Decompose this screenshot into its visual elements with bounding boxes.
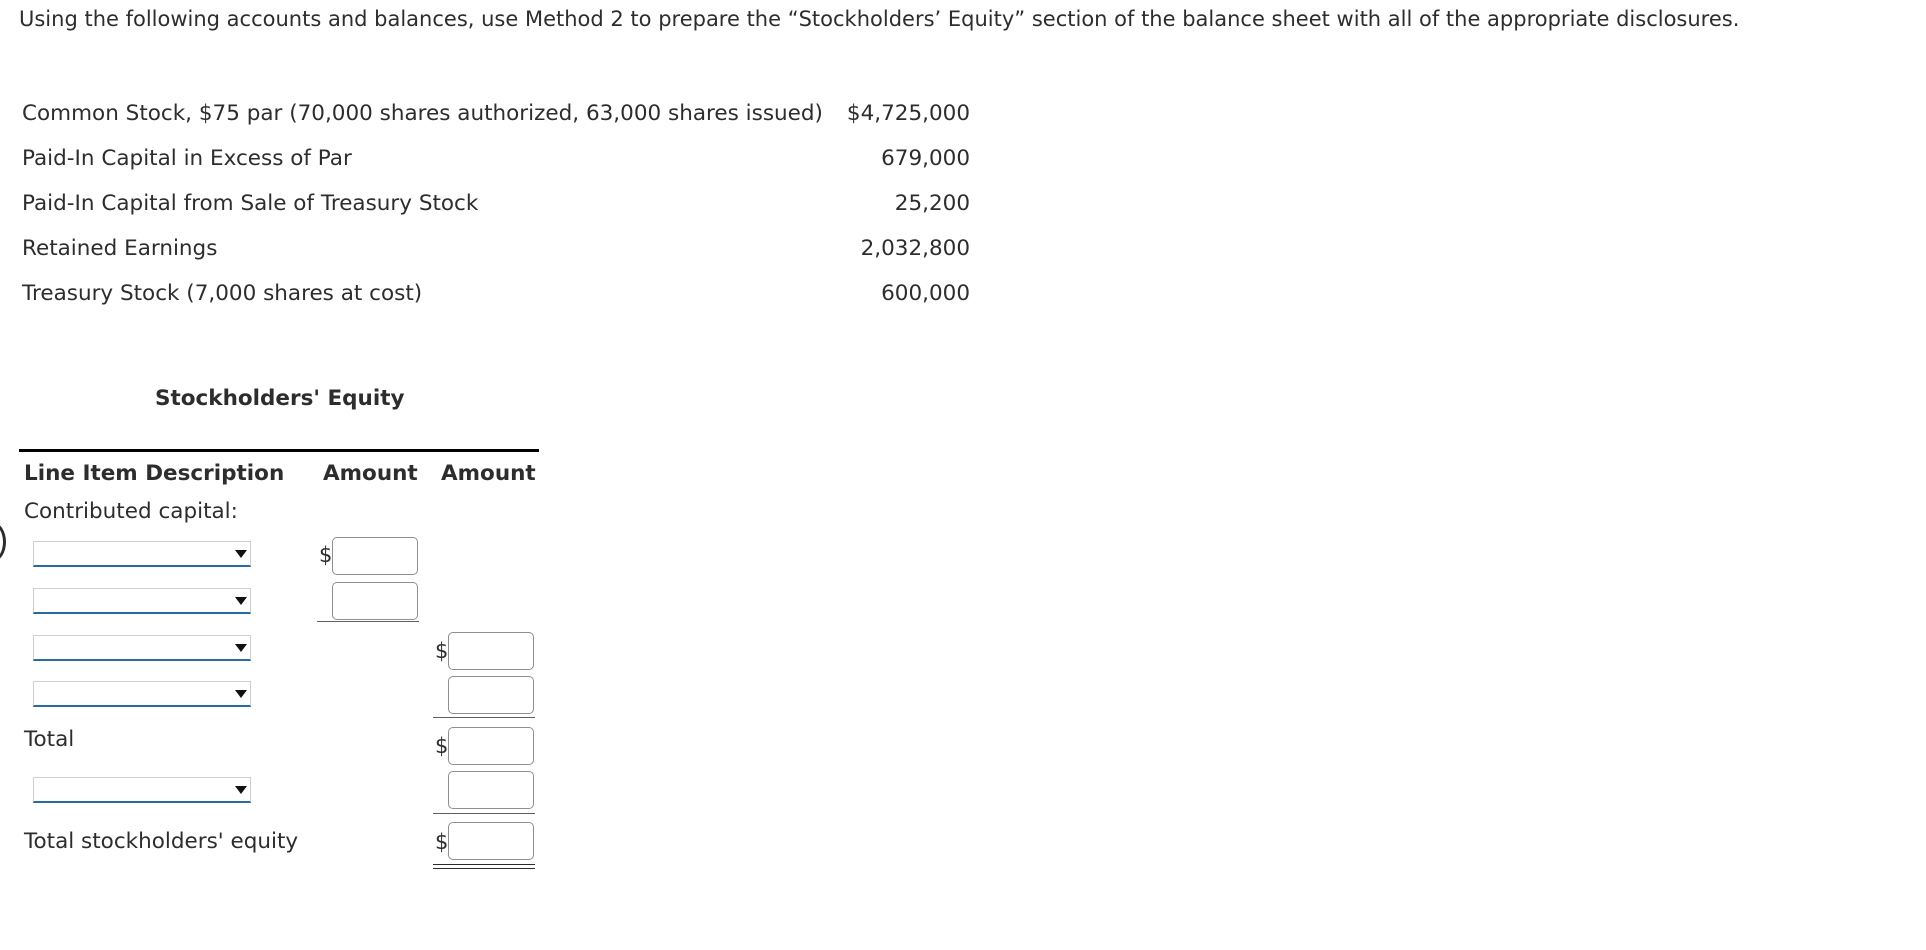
statement-title: Stockholders' Equity xyxy=(155,386,405,411)
amount2-input-3[interactable] xyxy=(448,632,534,670)
stockholders-equity-form xyxy=(19,449,539,879)
dollar-sign: $ xyxy=(435,734,449,758)
account-value: 679,000 xyxy=(881,146,971,171)
dollar-sign: $ xyxy=(435,639,449,663)
subtotal-underline xyxy=(433,813,535,814)
accounts-table xyxy=(22,91,970,316)
account-name: Retained Earnings xyxy=(22,236,218,261)
header-amount-1: Amount xyxy=(323,461,418,486)
account-row xyxy=(22,271,970,316)
line-item-dropdown-1[interactable] xyxy=(33,541,251,567)
line-item-dropdown-4[interactable] xyxy=(33,681,251,707)
total-equity-label: Total stockholders' equity xyxy=(24,829,299,854)
subtotal-underline xyxy=(433,717,535,718)
header-amount-2: Amount xyxy=(441,461,536,486)
double-underline-bottom xyxy=(433,868,535,869)
double-underline-top xyxy=(433,864,535,865)
chevron-down-icon xyxy=(235,597,247,605)
total-label: Total xyxy=(24,727,75,752)
dollar-sign: $ xyxy=(319,543,333,567)
account-value: 2,032,800 xyxy=(860,236,971,261)
account-row xyxy=(22,136,970,181)
header-description: Line Item Description xyxy=(24,461,285,486)
dollar-sign: $ xyxy=(435,830,449,854)
account-value: 600,000 xyxy=(881,281,971,306)
subtotal-underline xyxy=(317,621,419,622)
amount1-input-2[interactable] xyxy=(332,582,418,620)
header-rule xyxy=(19,449,539,452)
amount2-input-5[interactable] xyxy=(448,771,534,809)
amount1-input-1[interactable] xyxy=(332,537,418,575)
total-equity-input[interactable] xyxy=(448,822,534,860)
line-item-dropdown-3[interactable] xyxy=(33,635,251,661)
amount2-total-input[interactable] xyxy=(448,727,534,765)
account-name: Paid-In Capital from Sale of Treasury Stock xyxy=(22,191,479,216)
account-name: Treasury Stock (7,000 shares at cost) xyxy=(22,281,423,306)
line-item-dropdown-5[interactable] xyxy=(33,777,251,803)
chevron-down-icon xyxy=(235,690,247,698)
account-name: Common Stock, $75 par (70,000 shares authorized, 63,000 shares issued) xyxy=(22,101,823,126)
contributed-capital-label: Contributed capital: xyxy=(24,499,238,524)
account-row xyxy=(22,181,970,226)
account-value: 25,200 xyxy=(894,191,971,216)
scroll-indicator-mark xyxy=(0,523,6,561)
account-name: Paid-In Capital in Excess of Par xyxy=(22,146,352,171)
account-row xyxy=(22,91,970,136)
amount2-input-4[interactable] xyxy=(448,676,534,714)
chevron-down-icon xyxy=(235,644,247,652)
chevron-down-icon xyxy=(235,550,247,558)
instructions-text: Using the following accounts and balances, use Method 2 to prepare the “Stockholders’ Equity” section of the balance sheet with all of the appropriate disclosures. xyxy=(19,7,1740,31)
account-row xyxy=(22,226,970,271)
account-value: $4,725,000 xyxy=(846,101,971,126)
line-item-dropdown-2[interactable] xyxy=(33,588,251,614)
chevron-down-icon xyxy=(235,786,247,794)
